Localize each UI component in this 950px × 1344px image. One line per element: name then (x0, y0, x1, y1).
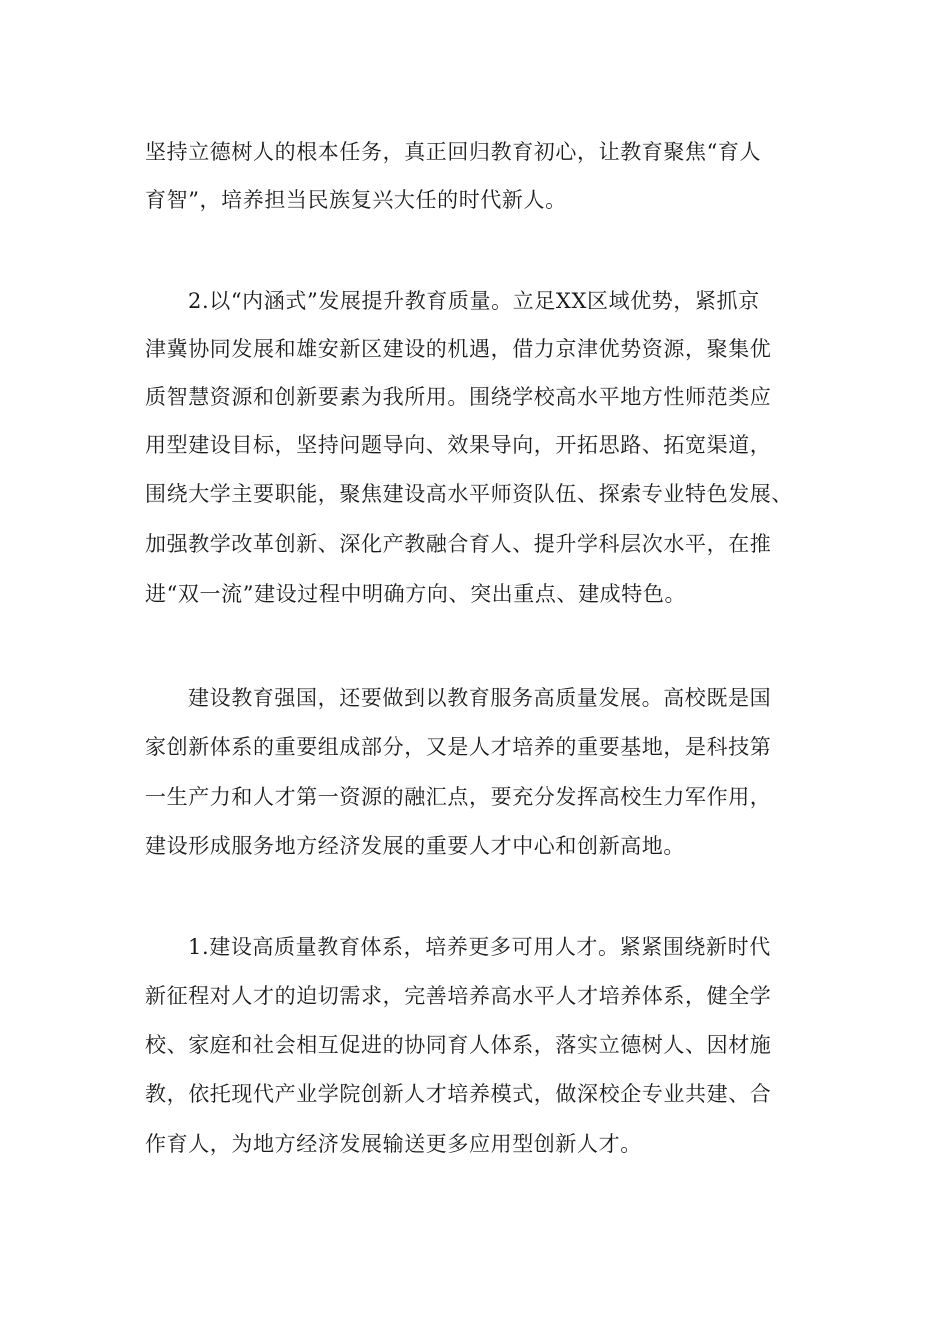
paragraph-line: 用型建设目标，坚持问题导向、效果导向，开拓思路、拓宽渠道， (145, 433, 772, 457)
paragraph-line: 校、家庭和社会相互促进的协同育人体系，落实立德树人、因材施 (145, 1033, 772, 1057)
paragraph-line: 2.以“内涵式”发展提升教育质量。立足XX区域优势，紧抓京 (188, 289, 760, 313)
paragraph-line: 育智”，培养担当民族复兴大任的时代新人。 (145, 188, 567, 212)
paragraph-line: 围绕大学主要职能，聚焦建设高水平师资队伍、探索专业特色发展、 (145, 482, 793, 506)
paragraph-line: 家创新体系的重要组成部分，又是人才培养的重要基地，是科技第 (145, 735, 772, 759)
paragraph-line: 新征程对人才的迫切需求，完善培养高水平人才培养体系，健全学 (145, 984, 772, 1008)
paragraph-line: 加强教学改革创新、深化产教融合育人、提升学科层次水平，在推 (145, 532, 772, 556)
paragraph-line: 1.建设高质量教育体系，培养更多可用人才。紧紧围绕新时代 (188, 935, 771, 959)
paragraph-line: 作育人，为地方经济发展输送更多应用型创新人才。 (145, 1132, 642, 1156)
paragraph-line: 坚持立德树人的根本任务，真正回归教育初心，让教育聚焦“育人 (145, 140, 762, 164)
paragraph-line: 津冀协同发展和雄安新区建设的机遇，借力京津优势资源，聚集优 (145, 337, 772, 361)
paragraph-line: 一生产力和人才第一资源的融汇点，要充分发挥高校生力军作用， (145, 785, 772, 809)
paragraph-line: 质智慧资源和创新要素为我所用。围绕学校高水平地方性师范类应 (145, 385, 772, 409)
paragraph-line: 建设教育强国，还要做到以教育服务高质量发展。高校既是国 (188, 686, 772, 710)
paragraph-line: 教，依托现代产业学院创新人才培养模式，做深校企专业共建、合 (145, 1082, 772, 1106)
paragraph-line: 进“双一流”建设过程中明确方向、突出重点、建成特色。 (145, 582, 687, 606)
paragraph-line: 建设形成服务地方经济发展的重要人才中心和创新高地。 (145, 834, 685, 858)
